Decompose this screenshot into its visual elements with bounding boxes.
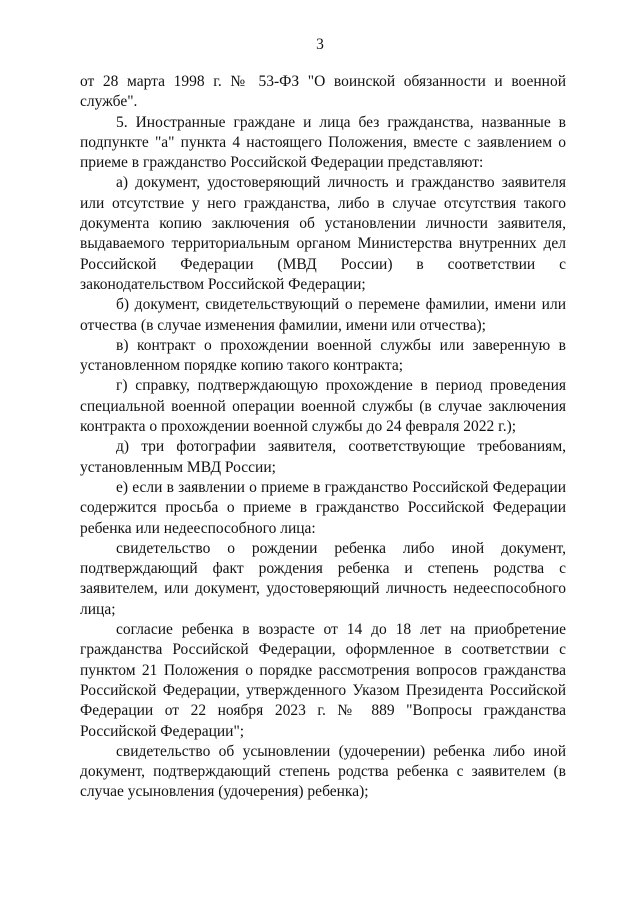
document-body <box>80 72 566 803</box>
paragraph-item-5: 5. Иностранные граждане и лица без гражданства, названные в подпункте "а" пункта 4 настоящего Положения, вместе с заявлением о приеме в гражданство Российской Федерации представляют: <box>80 113 566 172</box>
paragraph-subitem-a: а) документ, удостоверяющий личность и гражданство заявителя или отсутствие у него гражданства, либо в случае отсутствия такого документа копию заключения об установлении личности заявителя, выдаваемого территориальным органом Министерства внутренних дел Российской Федерации (МВД России) в соответствии с законодательством Российской Федерации; <box>80 174 566 293</box>
paragraph-adoption-certificate: свидетельство об усыновлении (удочерении) ребенка либо иной документ, подтверждающий степень родства ребенка с заявителем (в случае усыновления (удочерения) ребенка); <box>80 742 566 801</box>
paragraph-birth-certificate: свидетельство о рождении ребенка либо иной документ, подтверждающий факт рождения ребенка и степень родства с заявителем, или документ, удостоверяющий личность недееспособного лица; <box>80 539 566 618</box>
paragraph-subitem-v: в) контракт о прохождении военной службы или заверенную в установленном порядке копию такого контракта; <box>80 336 566 375</box>
paragraph-subitem-d: д) три фотографии заявителя, соответствующие требованиям, установленным МВД России; <box>80 438 566 476</box>
paragraph-subitem-b: б) документ, свидетельствующий о перемене фамилии, имени или отчества (в случае изменения фамилии, имени или отчества); <box>80 296 566 334</box>
paragraph-continuation: от 28 марта 1998 г. № 53-ФЗ "О воинской обязанности и военной службе". <box>80 73 566 111</box>
paragraph-subitem-e: е) если в заявлении о приеме в гражданство Российской Федерации содержится просьба о приеме в гражданство Российской Федерации ребенка или недееспособного лица: <box>80 478 566 537</box>
paragraph-child-consent: согласие ребенка в возрасте от 14 до 18 лет на приобретение гражданства Российской Федерации, оформленное в соответствии с пунктом 21 Положения о порядке рассмотрения вопросов гражданства Российской Федерации, утвержденного Указом Президента Российской Федерации от 22 ноября 2023 г. № 889 "Вопросы гражданства Российской Федерации"; <box>80 621 566 740</box>
page-number: 3 <box>316 36 324 53</box>
paragraph-subitem-g: г) справку, подтверждающую прохождение в период проведения специальной военной операции военной службы (в случае заключения контракта о прохождении военной службы до 24 февраля 2022 г.); <box>80 377 566 436</box>
